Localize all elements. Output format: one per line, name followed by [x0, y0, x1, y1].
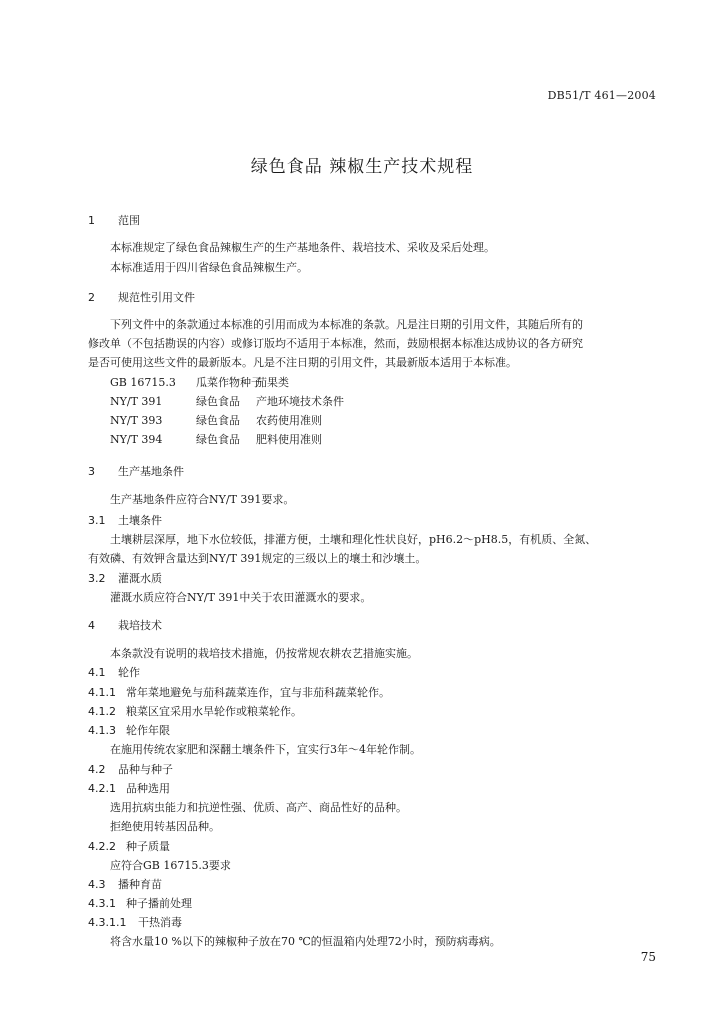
reference-subtitle: 农药使用准则 [256, 414, 322, 427]
section-number: 4.2.1 [88, 782, 116, 795]
section-title: 品种与种子 [118, 763, 173, 776]
subsection-heading-4-1-3 [88, 722, 170, 738]
reference-code: GB 16715.3 [110, 376, 176, 389]
paragraph-line: 修改单（不包括勘误的内容）或修订版均不适用于本标准，然而，鼓励根据本标准达成协议的各方研究 [88, 337, 583, 350]
section-title: 范围 [118, 214, 140, 227]
paragraph: 在施用传统农家肥和深翻土壤条件下，宜实行3年～4年轮作制。 [110, 743, 421, 756]
paragraph: 本标准适用于四川省绿色食品辣椒生产。 [110, 261, 308, 274]
section-heading-4 [88, 617, 162, 633]
reference-subtitle: 茄果类 [256, 376, 289, 389]
section-number: 4.3.1 [88, 897, 116, 910]
reference-title: 绿色食品 [196, 414, 240, 427]
section-heading-1 [88, 212, 140, 228]
paragraph: 选用抗病虫能力和抗逆性强、优质、高产、商品性好的品种。 [110, 801, 407, 814]
section-number: 4.1.2 [88, 705, 116, 718]
reference-subtitle: 肥料使用准则 [256, 433, 322, 446]
section-title: 栽培技术 [118, 619, 162, 632]
section-title: 生产基地条件 [118, 465, 184, 478]
reference-title: 瓜菜作物种子 [196, 376, 262, 389]
paragraph-line: 下列文件中的条款通过本标准的引用而成为本标准的条款。凡是注日期的引用文件，其随后所有的 [110, 318, 583, 331]
subsection-heading-4-1 [88, 664, 140, 680]
section-heading-2 [88, 289, 195, 305]
subsection-heading-4-3-1 [88, 895, 192, 911]
clause-text: 粮菜区宜采用水旱轮作或粮菜轮作。 [126, 705, 302, 718]
section-title: 轮作年限 [126, 724, 170, 737]
section-number: 3.1 [88, 514, 106, 527]
paragraph: 本标准规定了绿色食品辣椒生产的生产基地条件、栽培技术、采收及采后处理。 [110, 241, 495, 254]
section-title: 灌溉水质 [118, 572, 162, 585]
paragraph: 将含水量10 %以下的辣椒种子放在70 ℃的恒温箱内处理72小时，预防病毒病。 [110, 935, 501, 948]
section-number: 4.3.1.1 [88, 916, 127, 929]
clause-4-1-1 [88, 684, 390, 700]
clause-text: 常年菜地避免与茄科蔬菜连作，宜与非茄科蔬菜轮作。 [126, 686, 390, 699]
section-number: 4 [88, 619, 95, 632]
section-number: 4.1 [88, 666, 106, 679]
subsection-heading-4-2-2 [88, 838, 170, 854]
paragraph-line: 有效磷、有效钾含量达到NY/T 391规定的三级以上的壤土和沙壤土。 [88, 552, 427, 565]
section-number: 4.3 [88, 878, 106, 891]
section-number: 1 [88, 214, 95, 227]
section-number: 4.1.1 [88, 686, 116, 699]
reference-row [110, 431, 322, 447]
subsection-heading-4-3 [88, 876, 162, 892]
page-number: 75 [640, 950, 656, 964]
subsection-heading-4-2-1 [88, 780, 170, 796]
subsection-heading-4-3-1-1 [88, 914, 182, 930]
subsection-heading-3-1 [88, 512, 162, 528]
section-title: 规范性引用文件 [118, 291, 195, 304]
subsection-heading-3-2 [88, 570, 162, 586]
reference-row [110, 374, 289, 390]
paragraph: 拒绝使用转基因品种。 [110, 820, 220, 833]
paragraph-line: 土壤耕层深厚，地下水位较低，排灌方便，土壤和理化性状良好，pH6.2～pH8.5，有机质、全氮、 [110, 533, 597, 546]
reference-row [110, 412, 322, 428]
section-title: 种子播前处理 [126, 897, 192, 910]
reference-code: NY/T 393 [110, 414, 163, 427]
section-number: 2 [88, 291, 95, 304]
reference-code: NY/T 394 [110, 433, 163, 446]
paragraph: 应符合GB 16715.3要求 [110, 859, 231, 872]
reference-code: NY/T 391 [110, 395, 163, 408]
section-number: 4.1.3 [88, 724, 116, 737]
section-title: 品种选用 [126, 782, 170, 795]
paragraph-line: 是否可使用这些文件的最新版本。凡是不注日期的引用文件，其最新版本适用于本标准。 [88, 356, 517, 369]
reference-title: 绿色食品 [196, 395, 240, 408]
page-title: 绿色食品 辣椒生产技术规程 [250, 157, 474, 177]
clause-4-1-2 [88, 703, 302, 719]
section-title: 土壤条件 [118, 514, 162, 527]
section-title: 播种育苗 [118, 878, 162, 891]
reference-row [110, 393, 344, 409]
paragraph: 生产基地条件应符合NY/T 391要求。 [110, 493, 295, 506]
section-number: 3.2 [88, 572, 106, 585]
section-number: 4.2.2 [88, 840, 116, 853]
paragraph: 本条款没有说明的栽培技术措施，仍按常规农耕农艺措施实施。 [110, 647, 418, 660]
section-heading-3 [88, 463, 184, 479]
reference-title: 绿色食品 [196, 433, 240, 446]
section-title: 种子质量 [126, 840, 170, 853]
reference-subtitle: 产地环境技术条件 [256, 395, 344, 408]
document-number: DB51/T 461—2004 [547, 89, 656, 102]
section-title: 轮作 [118, 666, 140, 679]
paragraph: 灌溉水质应符合NY/T 391中关于农田灌溉水的要求。 [110, 591, 372, 604]
subsection-heading-4-2 [88, 761, 173, 777]
section-number: 4.2 [88, 763, 106, 776]
section-number: 3 [88, 465, 95, 478]
section-title: 干热消毒 [138, 916, 182, 929]
